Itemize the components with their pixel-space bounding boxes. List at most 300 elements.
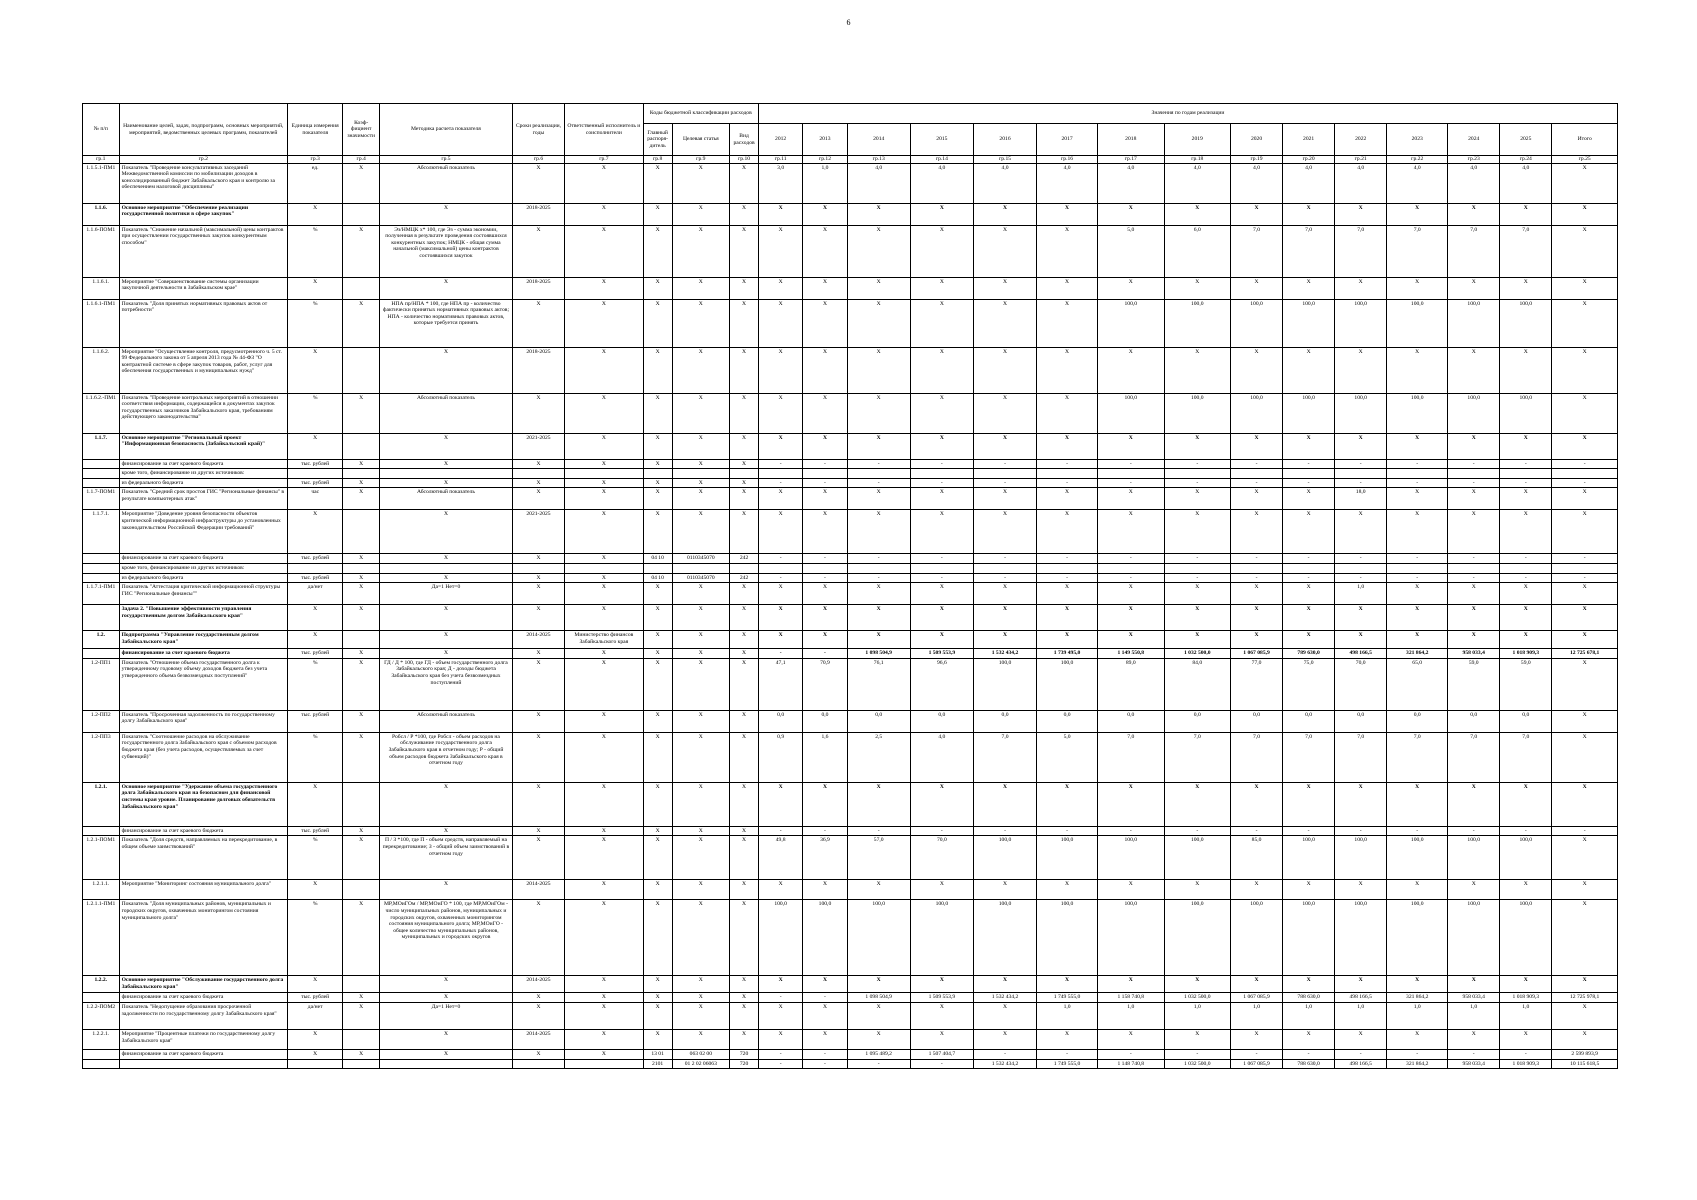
table-cell bbox=[1037, 563, 1098, 573]
table-cell bbox=[343, 782, 380, 826]
header-budget-codes: Коды бюджетной классификации расходов bbox=[643, 104, 758, 124]
table-cell: - bbox=[1164, 573, 1230, 583]
table-cell: X bbox=[512, 163, 564, 203]
table-cell: X bbox=[288, 347, 343, 393]
row-name-cell: из федерального бюджета bbox=[119, 478, 287, 488]
table-cell: X bbox=[847, 277, 910, 299]
header-year: 2017 bbox=[1037, 124, 1098, 156]
row-number-cell bbox=[83, 478, 120, 488]
table-cell: X bbox=[1164, 976, 1230, 993]
table-cell: X bbox=[1387, 203, 1448, 225]
table-cell: X bbox=[672, 347, 730, 393]
table-cell: 04 10 bbox=[643, 554, 672, 564]
column-number: гр.8 bbox=[643, 156, 672, 164]
table-cell: X bbox=[1164, 203, 1230, 225]
table-cell: 4,0 bbox=[1335, 163, 1387, 203]
table-cell: 1 532 434,2 bbox=[973, 993, 1036, 1003]
table-cell: X bbox=[565, 649, 644, 659]
table-cell: - bbox=[1231, 573, 1283, 583]
table-cell: 100,0 bbox=[1231, 900, 1283, 976]
table-cell bbox=[1231, 469, 1283, 479]
table-cell: 2014-2025 bbox=[512, 976, 564, 993]
table-cell: X bbox=[343, 573, 380, 583]
table-cell: X bbox=[643, 605, 672, 631]
table-cell: X bbox=[288, 510, 343, 554]
table-cell: X bbox=[1500, 488, 1552, 510]
row-name-cell: финансирование за счет краевого бюджета bbox=[119, 649, 287, 659]
table-cell: 1 098 504,9 bbox=[847, 649, 910, 659]
page-number: 6 bbox=[846, 18, 851, 27]
table-cell: X bbox=[512, 1002, 564, 1029]
column-number: гр.15 bbox=[973, 156, 1036, 164]
table-cell bbox=[1500, 563, 1552, 573]
table-cell: Абсолютный показатель bbox=[379, 163, 512, 203]
table-cell: X bbox=[1448, 203, 1500, 225]
table-cell: X bbox=[1552, 782, 1618, 826]
table-cell: X bbox=[1552, 510, 1618, 554]
table-cell: X bbox=[379, 459, 512, 469]
table-cell: X bbox=[288, 277, 343, 299]
table-row bbox=[83, 631, 1618, 649]
table-cell: 7,0 bbox=[1448, 732, 1500, 782]
table-cell: 75,0 bbox=[1283, 658, 1335, 710]
row-name-cell: Показатель "Доля муниципальных районов, муниципальных и городских округов, охваченных мониторингом состояния муниципального долга" bbox=[119, 900, 287, 976]
table-cell: 2018-2025 bbox=[512, 203, 564, 225]
table-cell: 100,0 bbox=[1231, 393, 1283, 433]
table-cell: - bbox=[1283, 554, 1335, 564]
table-cell: X bbox=[973, 299, 1036, 347]
table-cell: X bbox=[343, 459, 380, 469]
table-cell: X bbox=[730, 658, 759, 710]
table-cell bbox=[379, 469, 512, 479]
table-cell: X bbox=[672, 583, 730, 605]
table-cell: Да=1 Нет=0 bbox=[379, 1002, 512, 1029]
table-cell: X bbox=[672, 478, 730, 488]
table-cell: X bbox=[1552, 710, 1618, 732]
table-row bbox=[83, 836, 1618, 880]
table-cell: X bbox=[643, 631, 672, 649]
table-cell: X bbox=[565, 277, 644, 299]
header-year: 2020 bbox=[1231, 124, 1283, 156]
table-cell: X bbox=[343, 299, 380, 347]
table-cell bbox=[643, 469, 672, 479]
table-row bbox=[83, 478, 1618, 488]
table-cell: - bbox=[1231, 554, 1283, 564]
table-cell: X bbox=[1037, 976, 1098, 993]
column-number: гр.18 bbox=[1164, 156, 1230, 164]
table-cell: X bbox=[1552, 880, 1618, 900]
row-number-cell bbox=[83, 459, 120, 469]
table-cell: X bbox=[643, 782, 672, 826]
table-cell: X bbox=[1037, 277, 1098, 299]
table-cell: - bbox=[758, 573, 802, 583]
row-number-cell bbox=[83, 469, 120, 479]
table-cell: 4,0 bbox=[1164, 163, 1230, 203]
table-cell: X bbox=[1552, 900, 1618, 976]
table-cell: X bbox=[565, 459, 644, 469]
table-cell: X bbox=[910, 631, 973, 649]
table-cell: X bbox=[565, 203, 644, 225]
table-cell: X bbox=[379, 510, 512, 554]
table-cell: X bbox=[512, 583, 564, 605]
table-cell: % bbox=[288, 393, 343, 433]
table-row bbox=[83, 976, 1618, 993]
table-cell: 70,0 bbox=[910, 836, 973, 880]
table-cell: 789 630,0 bbox=[1283, 649, 1335, 659]
table-cell: - bbox=[758, 554, 802, 564]
table-cell: тыс. рублей bbox=[288, 478, 343, 488]
table-cell: тыс. рублей bbox=[288, 826, 343, 836]
table-cell: 4,0 bbox=[1037, 163, 1098, 203]
column-number: гр.9 bbox=[672, 156, 730, 164]
table-cell: X bbox=[1231, 203, 1283, 225]
table-cell: X bbox=[1387, 347, 1448, 393]
table-row bbox=[83, 1029, 1618, 1049]
table-cell: X bbox=[379, 277, 512, 299]
table-cell: - bbox=[1335, 554, 1387, 564]
table-cell: 1 749 555,0 bbox=[1037, 1059, 1098, 1069]
table-cell: 4,0 bbox=[1231, 163, 1283, 203]
table-cell bbox=[379, 1059, 512, 1069]
table-cell: X bbox=[643, 488, 672, 510]
table-cell: % bbox=[288, 836, 343, 880]
table-cell: 47,1 bbox=[758, 658, 802, 710]
table-cell: 5,0 bbox=[1037, 732, 1098, 782]
table-cell: Абсолютный показатель bbox=[379, 488, 512, 510]
table-cell: 0,0 bbox=[910, 710, 973, 732]
table-cell: X bbox=[343, 163, 380, 203]
table-cell: X bbox=[1552, 605, 1618, 631]
table-cell: X bbox=[1335, 203, 1387, 225]
table-cell: X bbox=[803, 347, 847, 393]
table-cell: X bbox=[1448, 782, 1500, 826]
row-number-cell bbox=[83, 826, 120, 836]
table-cell: 0,9 bbox=[758, 732, 802, 782]
table-row bbox=[83, 510, 1618, 554]
table-cell: X bbox=[1552, 299, 1618, 347]
table-cell: 4,0 bbox=[1098, 163, 1164, 203]
table-cell: X bbox=[1387, 782, 1448, 826]
table-cell: - bbox=[847, 826, 910, 836]
table-cell: X bbox=[1387, 976, 1448, 993]
table-cell: X bbox=[847, 1029, 910, 1049]
table-cell: 1 032 500,0 bbox=[1164, 1059, 1230, 1069]
table-cell: X bbox=[343, 393, 380, 433]
table-cell: X bbox=[1283, 488, 1335, 510]
table-cell: 100,0 bbox=[1448, 900, 1500, 976]
table-cell: - bbox=[1231, 478, 1283, 488]
table-cell: X bbox=[672, 433, 730, 459]
table-cell: X bbox=[565, 605, 644, 631]
table-cell: X bbox=[1552, 433, 1618, 459]
table-cell: X bbox=[343, 225, 380, 277]
table-cell: X bbox=[343, 583, 380, 605]
header-year: Итого bbox=[1552, 124, 1618, 156]
table-cell: X bbox=[1037, 393, 1098, 433]
table-cell: X bbox=[1552, 583, 1618, 605]
table-cell: X bbox=[379, 880, 512, 900]
table-cell: 0110345070 bbox=[672, 573, 730, 583]
table-cell: да/нет bbox=[288, 1002, 343, 1029]
table-cell: 100,0 bbox=[803, 900, 847, 976]
table-cell: - bbox=[1164, 554, 1230, 564]
table-cell: X bbox=[512, 478, 564, 488]
table-cell: 1,0 bbox=[1335, 583, 1387, 605]
table-cell: X bbox=[1283, 203, 1335, 225]
table-cell: X bbox=[672, 605, 730, 631]
table-cell: - bbox=[1283, 478, 1335, 488]
table-cell: 958 033,4 bbox=[1448, 1059, 1500, 1069]
table-cell: 1 067 085,9 bbox=[1231, 1059, 1283, 1069]
table-cell: 18,0 bbox=[1335, 488, 1387, 510]
table-cell: X bbox=[1037, 203, 1098, 225]
table-cell: X bbox=[343, 488, 380, 510]
table-cell: X bbox=[379, 203, 512, 225]
table-cell: X bbox=[758, 1029, 802, 1049]
table-cell: X bbox=[672, 277, 730, 299]
table-cell bbox=[643, 563, 672, 573]
table-cell: 1 507 404,7 bbox=[910, 1049, 973, 1059]
table-cell: X bbox=[1098, 510, 1164, 554]
table-cell: 958 033,4 bbox=[1448, 649, 1500, 659]
row-name-cell: финансирование за счет краевого бюджета bbox=[119, 1049, 287, 1059]
table-cell: X bbox=[730, 710, 759, 732]
table-cell: X bbox=[803, 510, 847, 554]
table-cell: - bbox=[803, 826, 847, 836]
table-cell: X bbox=[565, 225, 644, 277]
table-row bbox=[83, 433, 1618, 459]
table-cell: X bbox=[910, 880, 973, 900]
column-number: гр.25 bbox=[1552, 156, 1618, 164]
table-cell: 100,0 bbox=[1164, 900, 1230, 976]
table-cell: - bbox=[1098, 573, 1164, 583]
table-cell: X bbox=[910, 1029, 973, 1049]
table-cell: 1 739 495,0 bbox=[1037, 649, 1098, 659]
table-cell: X bbox=[847, 880, 910, 900]
table-cell: 100,0 bbox=[1283, 299, 1335, 347]
table-row bbox=[83, 488, 1618, 510]
table-cell: X bbox=[973, 203, 1036, 225]
header-year: 2021 bbox=[1283, 124, 1335, 156]
table-row bbox=[83, 469, 1618, 479]
table-row bbox=[83, 993, 1618, 1003]
table-cell: тыс. рублей bbox=[288, 710, 343, 732]
header-year: 2024 bbox=[1448, 124, 1500, 156]
table-cell: X bbox=[758, 583, 802, 605]
column-number: гр.1 bbox=[83, 156, 120, 164]
table-cell: - bbox=[1098, 1049, 1164, 1059]
row-number-cell bbox=[83, 573, 120, 583]
table-cell: да/нет bbox=[288, 583, 343, 605]
table-cell: 100,0 bbox=[1335, 836, 1387, 880]
table-cell bbox=[1098, 469, 1164, 479]
table-row bbox=[83, 203, 1618, 225]
table-cell: X bbox=[1098, 347, 1164, 393]
table-cell: X bbox=[803, 225, 847, 277]
table-cell bbox=[973, 563, 1036, 573]
row-name-cell: Показатель "Доля принятых нормативных правовых актов от потребности" bbox=[119, 299, 287, 347]
table-cell: - bbox=[1448, 459, 1500, 469]
table-cell: X bbox=[803, 605, 847, 631]
table-cell: X bbox=[1283, 880, 1335, 900]
row-number-cell: 1.1.6.2. bbox=[83, 347, 120, 393]
table-cell bbox=[1283, 563, 1335, 573]
table-cell: - bbox=[1037, 1049, 1098, 1059]
table-cell: 7,0 bbox=[1387, 225, 1448, 277]
row-name-cell: Показатель "Доля средств, направляемых на перекредитование, в общем объеме заимствований" bbox=[119, 836, 287, 880]
table-cell: 1,0 bbox=[1037, 1002, 1098, 1029]
table-cell: X bbox=[343, 605, 380, 631]
table-cell: X bbox=[1164, 782, 1230, 826]
table-cell: X bbox=[512, 649, 564, 659]
table-cell: - bbox=[1283, 826, 1335, 836]
table-row bbox=[83, 605, 1618, 631]
table-cell: X bbox=[1387, 488, 1448, 510]
column-number: гр.4 bbox=[343, 156, 380, 164]
table-cell: X bbox=[672, 900, 730, 976]
table-cell: X bbox=[343, 554, 380, 564]
table-cell: 5,0 bbox=[1098, 225, 1164, 277]
table-cell: X bbox=[1231, 347, 1283, 393]
table-cell: X bbox=[1231, 976, 1283, 993]
row-number-cell: 1.1.6.1-ПМ1 bbox=[83, 299, 120, 347]
table-cell: X bbox=[973, 583, 1036, 605]
table-cell: X bbox=[643, 163, 672, 203]
table-cell: X bbox=[730, 1029, 759, 1049]
table-cell: П / З *100, где П - объем средств, направляемый на перекредитование; З - общий объем заимствований в отчетном году bbox=[379, 836, 512, 880]
table-cell: X bbox=[1552, 203, 1618, 225]
table-cell: X bbox=[730, 782, 759, 826]
table-cell: - bbox=[1552, 826, 1618, 836]
row-name-cell: Показатель "Аттестация критической информационной структуры ГИС "Региональные финансы"" bbox=[119, 583, 287, 605]
table-cell: X bbox=[1037, 605, 1098, 631]
table-cell: X bbox=[730, 1002, 759, 1029]
column-number: гр.5 bbox=[379, 156, 512, 164]
table-cell: 0,0 bbox=[973, 710, 1036, 732]
table-cell: 85,0 bbox=[1231, 836, 1283, 880]
table-cell: X bbox=[512, 299, 564, 347]
table-cell: 1 098 504,9 bbox=[847, 993, 910, 1003]
table-cell: 4,0 bbox=[1448, 163, 1500, 203]
table-cell: X bbox=[643, 277, 672, 299]
table-cell: X bbox=[973, 605, 1036, 631]
header-terms: Сроки реализации, годы bbox=[512, 104, 564, 156]
table-cell: 77,0 bbox=[1231, 658, 1283, 710]
table-cell bbox=[343, 347, 380, 393]
table-cell bbox=[803, 563, 847, 573]
table-cell: 498 166,5 bbox=[1335, 993, 1387, 1003]
table-cell: 100,0 bbox=[973, 836, 1036, 880]
table-cell: 0,0 bbox=[1448, 710, 1500, 732]
table-cell: 100,0 bbox=[1283, 900, 1335, 976]
table-cell bbox=[730, 469, 759, 479]
header-year: 2019 bbox=[1164, 124, 1230, 156]
table-cell bbox=[343, 433, 380, 459]
table-cell: X bbox=[1552, 163, 1618, 203]
table-cell: 100,0 bbox=[1387, 393, 1448, 433]
table-cell: X bbox=[343, 478, 380, 488]
table-cell: X bbox=[1231, 631, 1283, 649]
table-row bbox=[83, 459, 1618, 469]
table-cell: X bbox=[730, 347, 759, 393]
table-cell: X bbox=[672, 203, 730, 225]
table-cell: 7,0 bbox=[1335, 732, 1387, 782]
table-cell: X bbox=[643, 583, 672, 605]
row-number-cell: 1.2-ПП1 bbox=[83, 658, 120, 710]
table-cell: X bbox=[379, 826, 512, 836]
table-cell: - bbox=[1387, 1049, 1448, 1059]
table-cell: X bbox=[1283, 433, 1335, 459]
table-cell: X bbox=[512, 836, 564, 880]
table-cell bbox=[343, 631, 380, 649]
table-cell: 100,0 bbox=[1231, 299, 1283, 347]
table-cell: X bbox=[758, 203, 802, 225]
table-cell: X bbox=[288, 1049, 343, 1059]
table-cell: 100,0 bbox=[1283, 393, 1335, 433]
table-cell: 0,0 bbox=[1387, 710, 1448, 732]
table-cell: 100,0 bbox=[1164, 393, 1230, 433]
table-cell: X bbox=[1552, 631, 1618, 649]
column-number: гр.13 bbox=[847, 156, 910, 164]
column-number: гр.22 bbox=[1387, 156, 1448, 164]
table-cell: - bbox=[1552, 554, 1618, 564]
table-cell bbox=[512, 469, 564, 479]
table-cell: X bbox=[288, 605, 343, 631]
table-cell: Да=1 Нет=0 bbox=[379, 583, 512, 605]
table-cell: - bbox=[1500, 826, 1552, 836]
table-cell: X bbox=[730, 880, 759, 900]
table-cell: 59,0 bbox=[1500, 658, 1552, 710]
table-cell: - bbox=[1387, 573, 1448, 583]
table-cell: X bbox=[1164, 347, 1230, 393]
table-row bbox=[83, 277, 1618, 299]
table-cell: 2021-2025 bbox=[512, 510, 564, 554]
table-cell: - bbox=[1098, 459, 1164, 469]
table-header bbox=[83, 104, 1618, 156]
table-cell: 100,0 bbox=[1500, 900, 1552, 976]
column-number: гр.11 bbox=[758, 156, 802, 164]
table-cell: 720 bbox=[730, 1049, 759, 1059]
table-cell: X bbox=[565, 299, 644, 347]
table-cell: - bbox=[973, 459, 1036, 469]
table-cell: 1,0 bbox=[1500, 1002, 1552, 1029]
table-cell: X bbox=[803, 782, 847, 826]
table-cell: - bbox=[1164, 478, 1230, 488]
table-cell: X bbox=[643, 900, 672, 976]
table-cell: X bbox=[973, 782, 1036, 826]
row-name-cell: Мероприятие "Мониторинг состояния муниципального долга" bbox=[119, 880, 287, 900]
table-cell: ГД / Д * 100, где ГД - объем государственного долга Забайкальского края; Д - доходы бюджета Забайкальского края без учета безвозмездных поступлений bbox=[379, 658, 512, 710]
table-cell: X bbox=[1552, 836, 1618, 880]
table-cell: X bbox=[643, 510, 672, 554]
table-cell: 100,0 bbox=[1448, 393, 1500, 433]
table-cell: X bbox=[379, 554, 512, 564]
table-cell: - bbox=[973, 573, 1036, 583]
table-cell bbox=[288, 469, 343, 479]
table-cell: X bbox=[565, 900, 644, 976]
column-number: гр.19 bbox=[1231, 156, 1283, 164]
table-cell: X bbox=[672, 782, 730, 826]
row-name-cell: Основное мероприятие "Обеспечение реализации государственной политики в сфере закупок" bbox=[119, 203, 287, 225]
row-number-cell: 1.2-ПП2 bbox=[83, 710, 120, 732]
table-cell: X bbox=[1500, 203, 1552, 225]
table-cell: X bbox=[1231, 583, 1283, 605]
table-cell: X bbox=[973, 631, 1036, 649]
table-cell: X bbox=[1335, 976, 1387, 993]
table-cell: 1,0 bbox=[1387, 1002, 1448, 1029]
table-cell: X bbox=[1387, 277, 1448, 299]
table-cell: X bbox=[288, 203, 343, 225]
